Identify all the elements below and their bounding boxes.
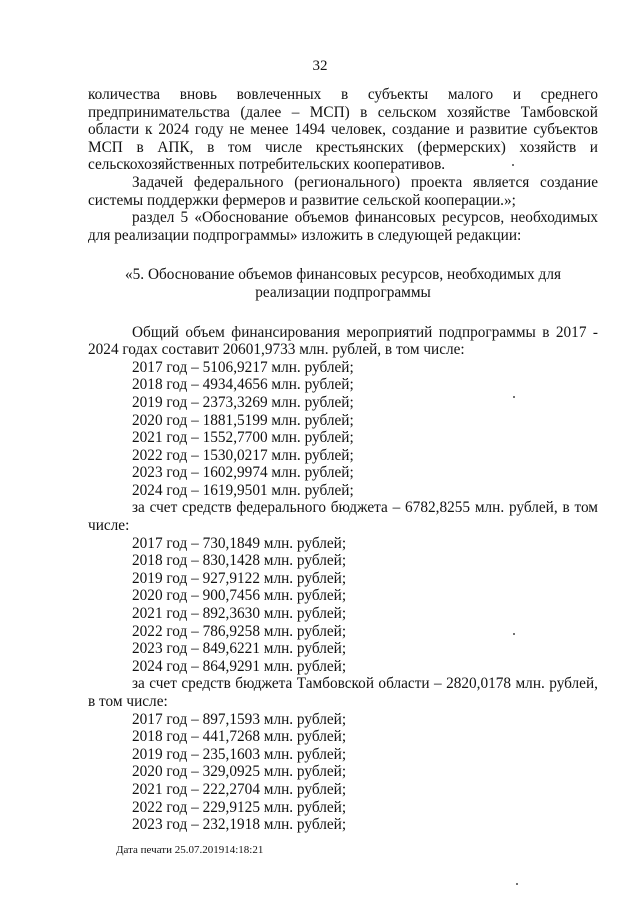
scan-speck bbox=[512, 164, 514, 166]
regional-year-item: 2019 год – 235,1603 млн. рублей; bbox=[132, 745, 347, 763]
federal-year-item: 2018 год – 830,1428 млн. рублей; bbox=[132, 552, 347, 570]
total-year-item: 2022 год – 1530,0217 млн. рублей; bbox=[132, 446, 354, 464]
scan-speck bbox=[516, 883, 518, 885]
total-year-item: 2019 год – 2373,3269 млн. рублей; bbox=[132, 393, 354, 411]
intro-paragraph-1: количества вновь вовлеченных в субъекты малого и среднего предпринимательства (далее – МСП) в сельском хозяйстве Тамбовской области к 2024 году не менее 1494 человек, создание и развитие субъектов МСП в АПК, в том числе крестьянских (фермерских) хозяйств и сельскохозяйственных потребительских кооперативов. bbox=[88, 86, 598, 174]
total-year-item: 2020 год – 1881,5199 млн. рублей; bbox=[132, 411, 354, 429]
page-number: 32 bbox=[312, 58, 328, 74]
print-date-footer: Дата печати 25.07.201914:18:21 bbox=[116, 844, 264, 856]
regional-funding-paragraph: за счет средств бюджета Тамбовской области – 2820,0178 млн. рублей, в том числе: bbox=[88, 675, 598, 710]
total-funding-paragraph: Общий объем финансирования мероприятий подпрограммы в 2017 - 2024 годах составит 20601,9733 млн. рублей, в том числе: bbox=[88, 323, 598, 359]
regional-year-item: 2021 год – 222,2704 млн. рублей; bbox=[132, 780, 347, 798]
total-year-item: 2021 год – 1552,7700 млн. рублей; bbox=[132, 429, 354, 447]
section-heading: «5. Обоснование объемов финансовых ресурсов, необходимых для реализации подпрограммы bbox=[125, 266, 561, 301]
federal-funding-paragraph: за счет средств федерального бюджета – 6782,8255 млн. рублей, в том числе: bbox=[88, 499, 598, 535]
regional-year-item: 2018 год – 441,7268 млн. рублей; bbox=[132, 728, 347, 746]
federal-year-item: 2022 год – 786,9258 млн. рублей; bbox=[132, 622, 347, 640]
federal-year-item: 2024 год – 864,9291 млн. рублей; bbox=[132, 657, 347, 675]
federal-year-item: 2023 год – 849,6221 млн. рублей; bbox=[132, 640, 347, 658]
regional-year-item: 2017 год – 897,1593 млн. рублей; bbox=[132, 710, 347, 728]
federal-year-item: 2017 год – 730,1849 млн. рублей; bbox=[132, 534, 347, 552]
total-year-item: 2017 год – 5106,9217 млн. рублей; bbox=[132, 358, 354, 376]
federal-year-item: 2019 год – 927,9122 млн. рублей; bbox=[132, 569, 347, 587]
scan-speck bbox=[513, 396, 515, 398]
regional-year-item: 2022 год – 229,9125 млн. рублей; bbox=[132, 798, 347, 816]
federal-year-item: 2021 год – 892,3630 млн. рублей; bbox=[132, 605, 347, 623]
total-year-item: 2018 год – 4934,4656 млн. рублей; bbox=[132, 376, 354, 394]
total-year-item: 2024 год – 1619,9501 млн. рублей; bbox=[132, 481, 354, 499]
intro-paragraph-3: раздел 5 «Обоснование объемов финансовых ресурсов, необходимых для реализации подпрограммы» изложить в следующей редакции: bbox=[88, 209, 598, 244]
regional-year-item: 2023 год – 232,1918 млн. рублей; bbox=[132, 816, 347, 834]
scan-speck bbox=[513, 633, 515, 635]
total-year-item: 2023 год – 1602,9974 млн. рублей; bbox=[132, 464, 354, 482]
document-body bbox=[88, 86, 598, 834]
regional-year-item: 2020 год – 329,0925 млн. рублей; bbox=[132, 763, 347, 781]
intro-paragraph-2: Задачей федерального (регионального) проекта является создание системы поддержки фермеров и развитие сельской кооперации.»; bbox=[88, 173, 598, 209]
federal-year-item: 2020 год – 900,7456 млн. рублей; bbox=[132, 587, 347, 605]
